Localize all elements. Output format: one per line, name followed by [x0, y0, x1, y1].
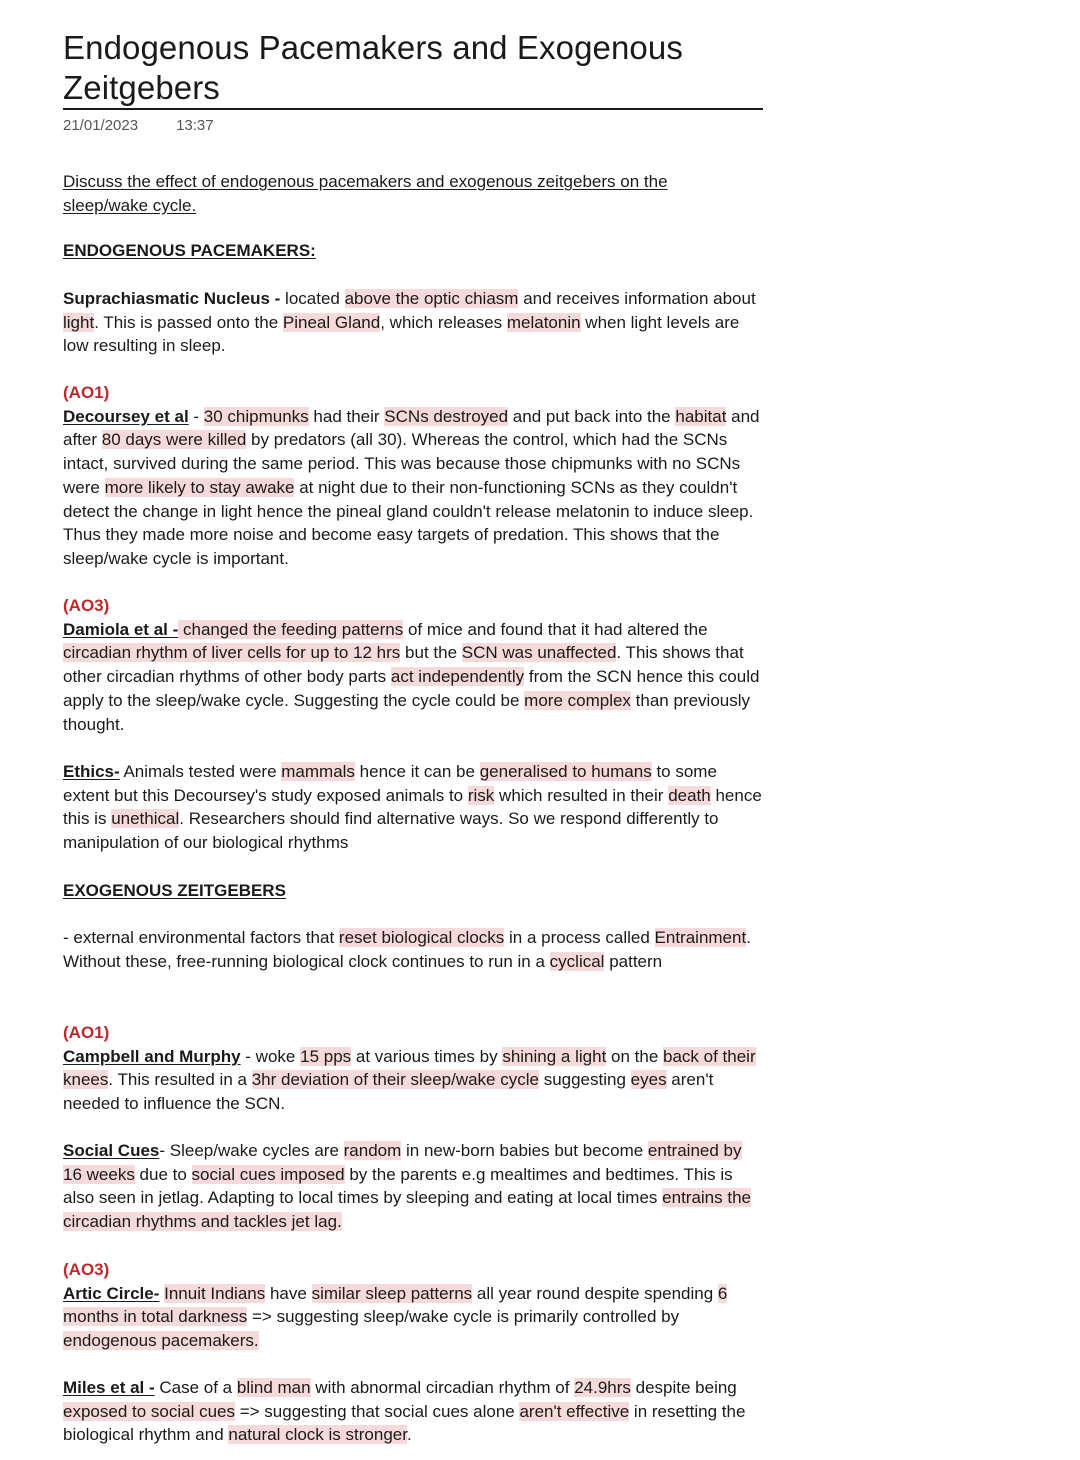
- endo-heading: [63, 239, 763, 263]
- text: which resulted in their: [494, 785, 669, 805]
- text: . This resulted in a: [108, 1070, 252, 1090]
- highlight: 24.9hrs: [574, 1378, 631, 1397]
- text: all year round despite spending: [472, 1283, 718, 1303]
- section-heading-endogenous: ENDOGENOUS PACEMAKERS:: [63, 241, 316, 260]
- highlight: 3hr deviation of their sleep/wake cycle: [251, 1070, 539, 1090]
- text: by the parents e.g mealtimes and bedtimes. This is also seen in jetlag. Adapting to local times by sleeping and eating at local times: [63, 1164, 733, 1208]
- highlight: entrained by 16 weeks: [63, 1141, 742, 1184]
- highlight: above the optic chiasm: [344, 289, 519, 308]
- highlight: 30 chipmunks: [203, 406, 309, 426]
- text: located: [280, 289, 345, 308]
- highlight: more complex: [524, 690, 631, 710]
- highlight: changed the feeding patterns: [178, 619, 404, 639]
- date: 21/01/2023: [63, 117, 139, 134]
- study-name: Artic Circle-: [63, 1283, 160, 1303]
- highlight: risk: [467, 785, 495, 805]
- exo-heading: [63, 879, 763, 903]
- highlight: exposed to social cues: [63, 1401, 235, 1421]
- ethics-paragraph: [63, 760, 763, 855]
- highlight: random: [343, 1141, 402, 1160]
- study-name: Social Cues: [63, 1141, 160, 1160]
- highlight: habitat: [675, 406, 727, 426]
- study-name: Miles et al -: [63, 1378, 155, 1397]
- highlight: mammals: [281, 762, 355, 781]
- highlight: aren't effective: [519, 1401, 630, 1421]
- highlight: endogenous pacemakers.: [63, 1331, 259, 1351]
- highlight: generalised to humans: [479, 762, 652, 781]
- text: - Sleep/wake cycles are: [159, 1141, 344, 1160]
- highlight: melatonin: [506, 312, 581, 332]
- ao-label: (AO1): [63, 1023, 110, 1042]
- text: had their: [308, 406, 385, 426]
- text: suggesting: [538, 1070, 631, 1090]
- ao-label: (AO1): [63, 383, 110, 402]
- text: but the: [400, 643, 462, 663]
- highlight: natural clock is stronger: [228, 1425, 407, 1445]
- damiola-paragraph: [63, 594, 763, 736]
- highlight: unethical: [111, 809, 180, 829]
- text: .: [406, 1425, 412, 1445]
- text: of mice and found that it had altered the: [403, 619, 708, 639]
- study-name: Decoursey et al: [63, 406, 189, 426]
- highlight: similar sleep patterns: [311, 1283, 473, 1303]
- highlight: SCNs destroyed: [384, 406, 509, 426]
- text: hence this is: [63, 785, 762, 829]
- miles-paragraph: [63, 1376, 763, 1447]
- text: . This is passed onto the: [94, 312, 283, 332]
- question-line-1: Discuss the effect of endogenous pacemakers and exogenous zeitgebers on the: [63, 172, 668, 191]
- study-name: Campbell and Murphy: [63, 1046, 241, 1066]
- text: => suggesting that social cues alone: [235, 1401, 520, 1421]
- text: Case of a: [154, 1378, 237, 1397]
- text: at night due to their non-functioning SCNs as they couldn't detect the change in light hence the pineal gland couldn't release melatonin to induce sleep. Thus they made more noise and become easy targets of predation. This shows that the sleep/wake cycle is important.: [63, 477, 754, 568]
- ao-label: (AO3): [63, 1260, 110, 1279]
- text: - woke: [240, 1046, 301, 1066]
- text: . Without these, free-running biological clock continues to run in a: [63, 928, 751, 971]
- term: Suprachiasmatic Nucleus -: [63, 289, 281, 308]
- text: . Researchers should find alternative ways. So we respond differently to manipulation of our biological rhythms: [63, 809, 719, 853]
- highlight: back of their knees: [63, 1046, 756, 1090]
- artic-paragraph: [63, 1258, 763, 1353]
- text: by predators (all 30). Whereas the control, which had the SCNs intact, survived during the same period. This was because those chipmunks with no SCNs were: [63, 430, 741, 497]
- text: aren't needed to influence the SCN.: [63, 1070, 714, 1114]
- text: pattern: [604, 951, 663, 971]
- campbell-paragraph: [63, 1021, 763, 1116]
- text: , which releases: [380, 312, 507, 332]
- text: . This shows that other circadian rhythms of other body parts: [63, 643, 744, 687]
- highlight: entrains the circadian rhythms and tackles jet lag.: [63, 1188, 751, 1232]
- text: and put back into the: [508, 406, 676, 426]
- ao-label: (AO3): [63, 596, 110, 615]
- study-name: Ethics-: [63, 762, 120, 781]
- text: and after: [63, 406, 760, 450]
- social-cues-paragraph: [63, 1139, 763, 1234]
- question-line-2: sleep/wake cycle.: [63, 195, 197, 215]
- highlight: Pineal Gland: [282, 312, 381, 332]
- highlight: act independently: [390, 667, 525, 687]
- text: than previously thought.: [63, 690, 751, 734]
- text: in new-born babies but become: [401, 1141, 648, 1160]
- study-name: Damiola et al -: [63, 619, 179, 639]
- highlight: more likely to stay awake: [104, 477, 295, 497]
- text: to some extent but this Decoursey's study exposed animals to: [63, 762, 717, 805]
- text: when light levels are low resulting in sleep.: [63, 312, 740, 356]
- highlight: 6 months in total darkness: [63, 1283, 728, 1327]
- text: hence it can be: [354, 762, 480, 781]
- text: have: [265, 1283, 312, 1303]
- text: with abnormal circadian rhythm of: [310, 1378, 575, 1397]
- highlight: circadian rhythm of liver cells for up to 12 hrs: [63, 643, 401, 663]
- text: in resetting the biological rhythm and: [63, 1401, 746, 1445]
- highlight: reset biological clocks: [338, 928, 505, 947]
- scn-paragraph: [63, 287, 763, 358]
- highlight: cyclical: [549, 951, 605, 971]
- highlight: death: [668, 785, 711, 805]
- exo-definition: [63, 926, 763, 973]
- page-title: Endogenous Pacemakers and Exogenous Zeitgebers: [63, 28, 763, 110]
- text: despite being: [630, 1378, 737, 1397]
- note-header: [63, 28, 763, 136]
- text: => suggesting sleep/wake cycle is primarily controlled by: [247, 1307, 680, 1327]
- highlight: eyes: [630, 1070, 667, 1090]
- text: Animals tested were: [119, 762, 282, 781]
- highlight: social cues imposed: [191, 1164, 345, 1184]
- text: and receives information about: [518, 289, 756, 308]
- timestamp: [63, 116, 763, 136]
- text: -: [188, 406, 204, 426]
- highlight: blind man: [236, 1378, 311, 1397]
- text: at various times by: [351, 1046, 503, 1066]
- text: on the: [606, 1046, 664, 1066]
- text: from the SCN hence this could apply to the sleep/wake cycle. Suggesting the cycle could be: [63, 667, 760, 710]
- decoursey-paragraph: [63, 381, 763, 571]
- highlight: 15 pps: [300, 1046, 352, 1066]
- text: - external environmental factors that: [63, 928, 339, 947]
- text: in a process called: [504, 928, 655, 947]
- time: 13:37: [176, 117, 214, 134]
- highlight: light: [63, 312, 95, 332]
- question: [63, 170, 763, 217]
- highlight: shining a light: [502, 1046, 607, 1066]
- text: due to: [134, 1164, 192, 1184]
- highlight: Entrainment: [654, 928, 747, 947]
- highlight: Innuit Indians: [164, 1283, 266, 1303]
- highlight: 80 days were killed: [101, 430, 247, 450]
- highlight: SCN was unaffected: [461, 643, 617, 663]
- section-heading-exogenous: EXOGENOUS ZEITGEBERS: [63, 881, 286, 900]
